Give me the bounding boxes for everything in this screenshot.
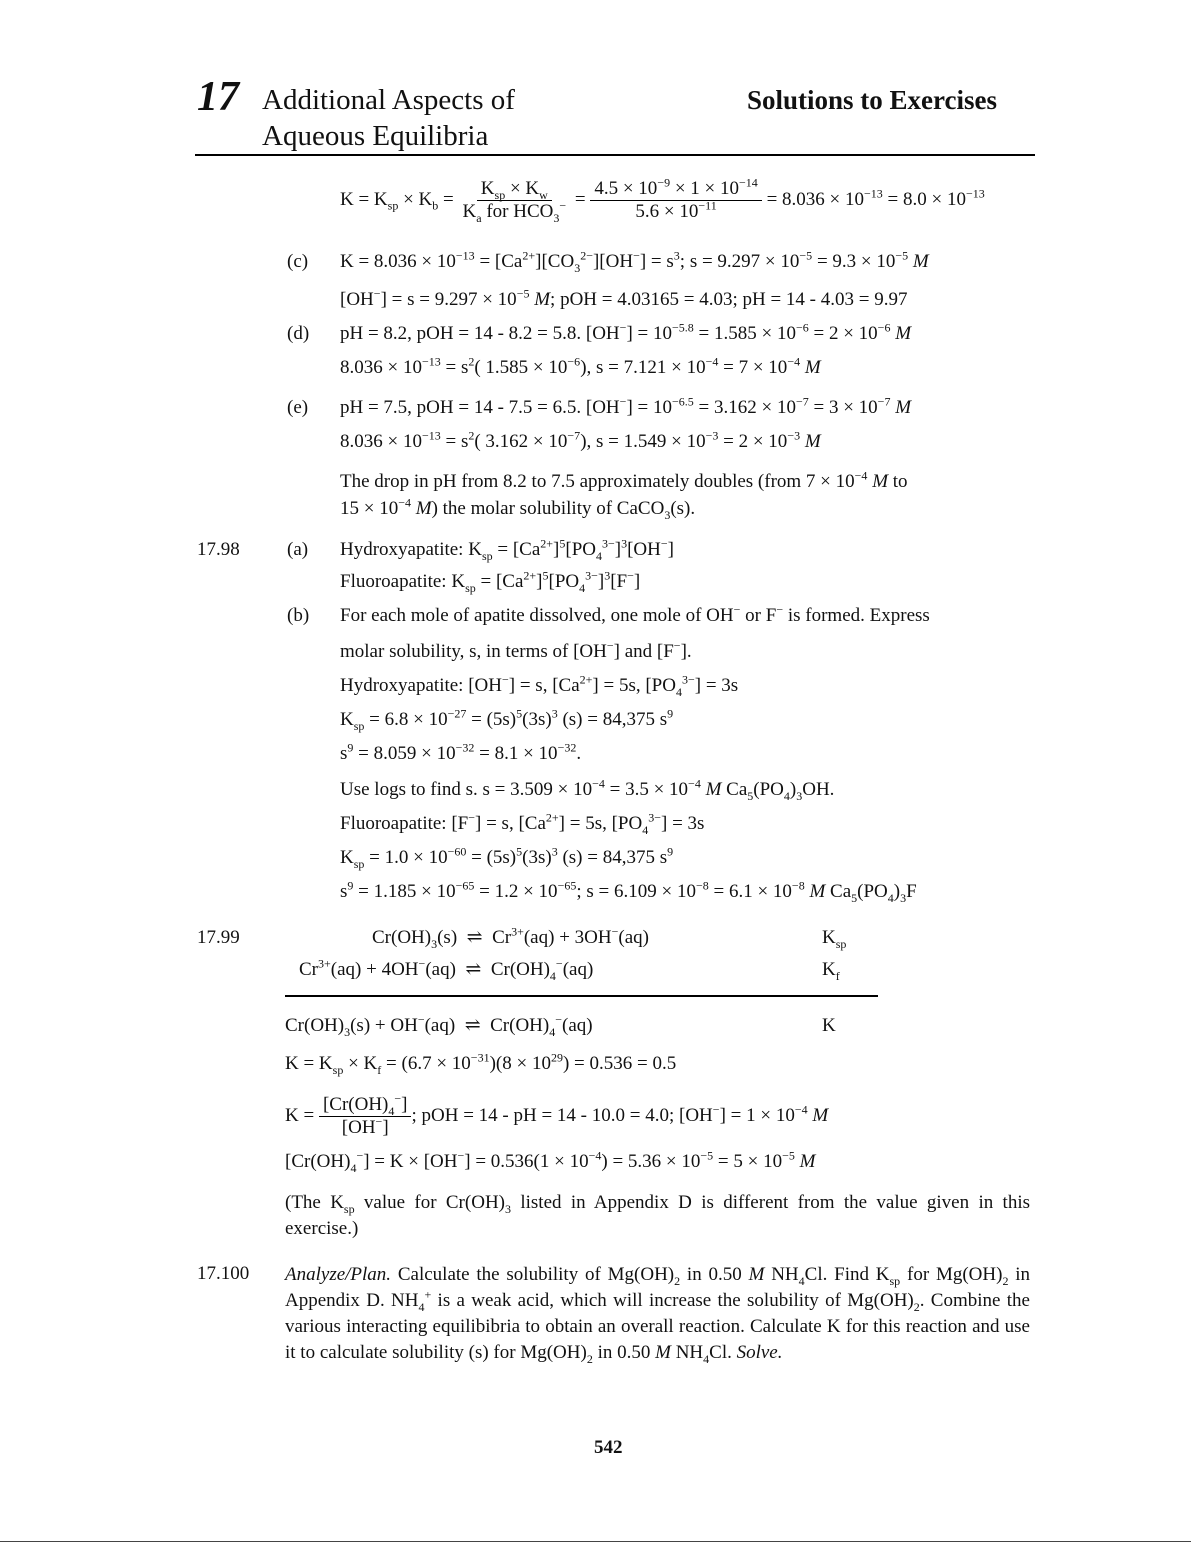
k-expression-line: K = $\frac{[Cr(OH)_4^-]}{[OH^-]}$ ; pOH = 14 - pH = 14 - 10.0 = 4.0; $[OH^-] = 1 \times 10^{-4}$ M (285, 1091, 829, 1138)
bottom-edge-rule (0, 1541, 1191, 1542)
hydroxyapatite-ksp: Hydroxyapatite: $K_{sp} = [Ca^{2+}]^5[PO_4^{3-}]^3[OH^-]$ (340, 536, 674, 563)
part-e-line3: The drop in pH from 8.2 to 7.5 approximately doubles (from $7 \times 10^{-4}$ M to (340, 468, 908, 492)
chapter-title-line2: Aqueous Equilibria (262, 120, 489, 152)
chapter-title-line1: Additional Aspects of (262, 84, 515, 116)
section-title: Solutions to Exercises (747, 85, 998, 115)
part-b-line8: $K_{sp} = 1.0 \times 10^{-60} = (5s)^5(3s)^3$ (s) = 84,375 $s^9$ (340, 844, 674, 871)
part-label-d: (d) (287, 323, 310, 344)
part-b-line9: $s^9 = 1.185 \times 10^{-65} = 1.2 \times 10^{-65}$; $s = 6.109 \times 10^{-8} = 6.1 \times 10^{-8}$ M $Ca_5(PO_4)_3F$ (340, 878, 917, 905)
exercise-number-17-98: 17.98 (197, 539, 240, 560)
reaction-sum-rule (285, 995, 878, 997)
concentration-line: $[Cr(OH)_4^-] = K \times [OH^-] = 0.536(1 \times 10^{-4}) = 5.36 \times 10^{-5} = 5 \times 10^{-5}$ M (285, 1148, 816, 1175)
reaction-kf-label: $K_f$ (822, 959, 840, 983)
exercise-number-17-99: 17.99 (197, 927, 240, 948)
part-b-line4: $K_{sp} = 6.8 \times 10^{-27} = (5s)^5(3s)^3$ (s) = 84,375 $s^9$ (340, 706, 674, 733)
page-number: 542 (594, 1437, 623, 1458)
part-c-line2: $[OH^-] = s = 9.297 \times 10^{-5}$ M; pOH = 4.03165 = 4.03; pH = 14 - 4.03 = 9.97 (340, 286, 908, 310)
part-label-b: (b) (287, 605, 310, 626)
header-rule (195, 154, 1035, 156)
part-b-line3: Hydroxyapatite: [OH−] = s, $[Ca^{2+}] = 5s$, $[PO_4^{3-}] = 3s$ (340, 672, 739, 699)
part-e-line4: $15 \times 10^{-4}$ M) the molar solubility of CaCO$_3$(s). (340, 495, 696, 522)
exercise-17-100-text: Analyze/Plan. Calculate the solubility of $Mg(OH)_2$ in 0.50 M $NH_4Cl$. Find $K_{sp}$ for $Mg(OH)_2$ in Appendix D. $NH_4^+$ is a weak acid, which will increase the solubility of $Mg(OH)_2$. Combine the various interacting equilibibria to obtain an overall reaction. Calculate K for this reaction and use it to calculate solubility (s) for $Mg(OH)_2$ in 0.50 M $NH_4Cl$. Solve. (285, 1264, 1031, 1366)
k-product-line: $K = K_{sp} \times K_f = (6.7 \times 10^{-31})(8 \times 10^{29}) = 0.536 = 0.5$ (285, 1050, 677, 1077)
part-b-line1: For each mole of apatite dissolved, one mole of OH− or F− is formed. Express (340, 602, 930, 626)
part-label-a: (a) (287, 539, 309, 560)
part-label-e: (e) (287, 397, 309, 418)
fluoroapatite-ksp: Fluoroapatite: $K_{sp} = [Ca^{2+}]^5[PO_4^{3-}]^3[F^-]$ (340, 568, 641, 595)
reaction-ksp: $Cr(OH)_3(s)$ ⇌ $Cr^{3+}(aq) + 3OH^-(aq)$ (372, 924, 649, 951)
reaction-overall-label: K (822, 1015, 836, 1036)
exercise-number-17-100: 17.100 (197, 1263, 250, 1284)
part-b-line7: Fluoroapatite: [F−] = s, $[Ca^{2+}] = 5s$, $[PO_4^{3-}] = 3s$ (340, 810, 705, 837)
part-d-line1: pH = 8.2, pOH = 14 - 8.2 = 5.8. $[OH^-] = 10^{-5.8} = 1.585 \times 10^{-6} = 2 \times 10^{-6}$ M (340, 320, 912, 344)
reaction-overall: $Cr(OH)_3(s) + OH^-(aq)$ ⇌ $Cr(OH)_4^-(aq)$ (285, 1012, 593, 1039)
part-c-line1: $K = 8.036 \times 10^{-13} = [Ca^{2+}][CO_3^{2-}][OH^-] = s^3$; $s = 9.297 \times 10^{-5} = 9.3 \times 10^{-5}$ M (340, 248, 929, 275)
ksp-note: (The $K_{sp}$ value for $Cr(OH)_3$ listed in Appendix D is different from the value given in this exercise.) (285, 1192, 1030, 1239)
equation-k-ksp-kb: $K = K_{sp} \times K_b$ = $\frac{K_{sp} \times K_w}{K_a for HCO_3^-}$ = $\frac{4.5 \times 10^{-9} \times 1 \times 10^{-14}}{5.6 \times 10^{-11}}$ = $8.036 \times 10^{-13} = 8.0 \times 10^{-13}$ (340, 175, 985, 225)
reaction-kf: $Cr^{3+}(aq) + 4OH^-(aq)$ ⇌ $Cr(OH)_4^-(aq)$ (299, 956, 594, 983)
part-e-line2: $8.036 \times 10^{-13} = s^2$( $3.162 \times 10^{-7}$), $s = 1.549 \times 10^{-3} = 2 \times 10^{-3}$ M (340, 428, 821, 452)
part-b-line2: molar solubility, s, in terms of [OH−] and [F−]. (340, 638, 692, 662)
part-e-line1: pH = 7.5, pOH = 14 - 7.5 = 6.5. $[OH^-] = 10^{-6.5} = 3.162 \times 10^{-7} = 3 \times 10^{-7}$ M (340, 394, 912, 418)
part-d-line2: $8.036 \times 10^{-13} = s^2$( $1.585 \times 10^{-6}$), $s = 7.121 \times 10^{-4} = 7 \times 10^{-4}$ M (340, 354, 821, 378)
part-b-line5: $s^9 = 8.059 \times 10^{-32} = 8.1 \times 10^{-32}$. (340, 740, 582, 764)
reaction-ksp-label: $K_{sp}$ (822, 927, 847, 951)
chapter-number: 17 (197, 74, 239, 120)
part-b-line6: Use logs to find s. $s = 3.509 \times 10^{-4} = 3.5 \times 10^{-4}$ M $Ca_5(PO_4)_3OH$. (340, 776, 835, 803)
part-label-c: (c) (287, 251, 309, 272)
